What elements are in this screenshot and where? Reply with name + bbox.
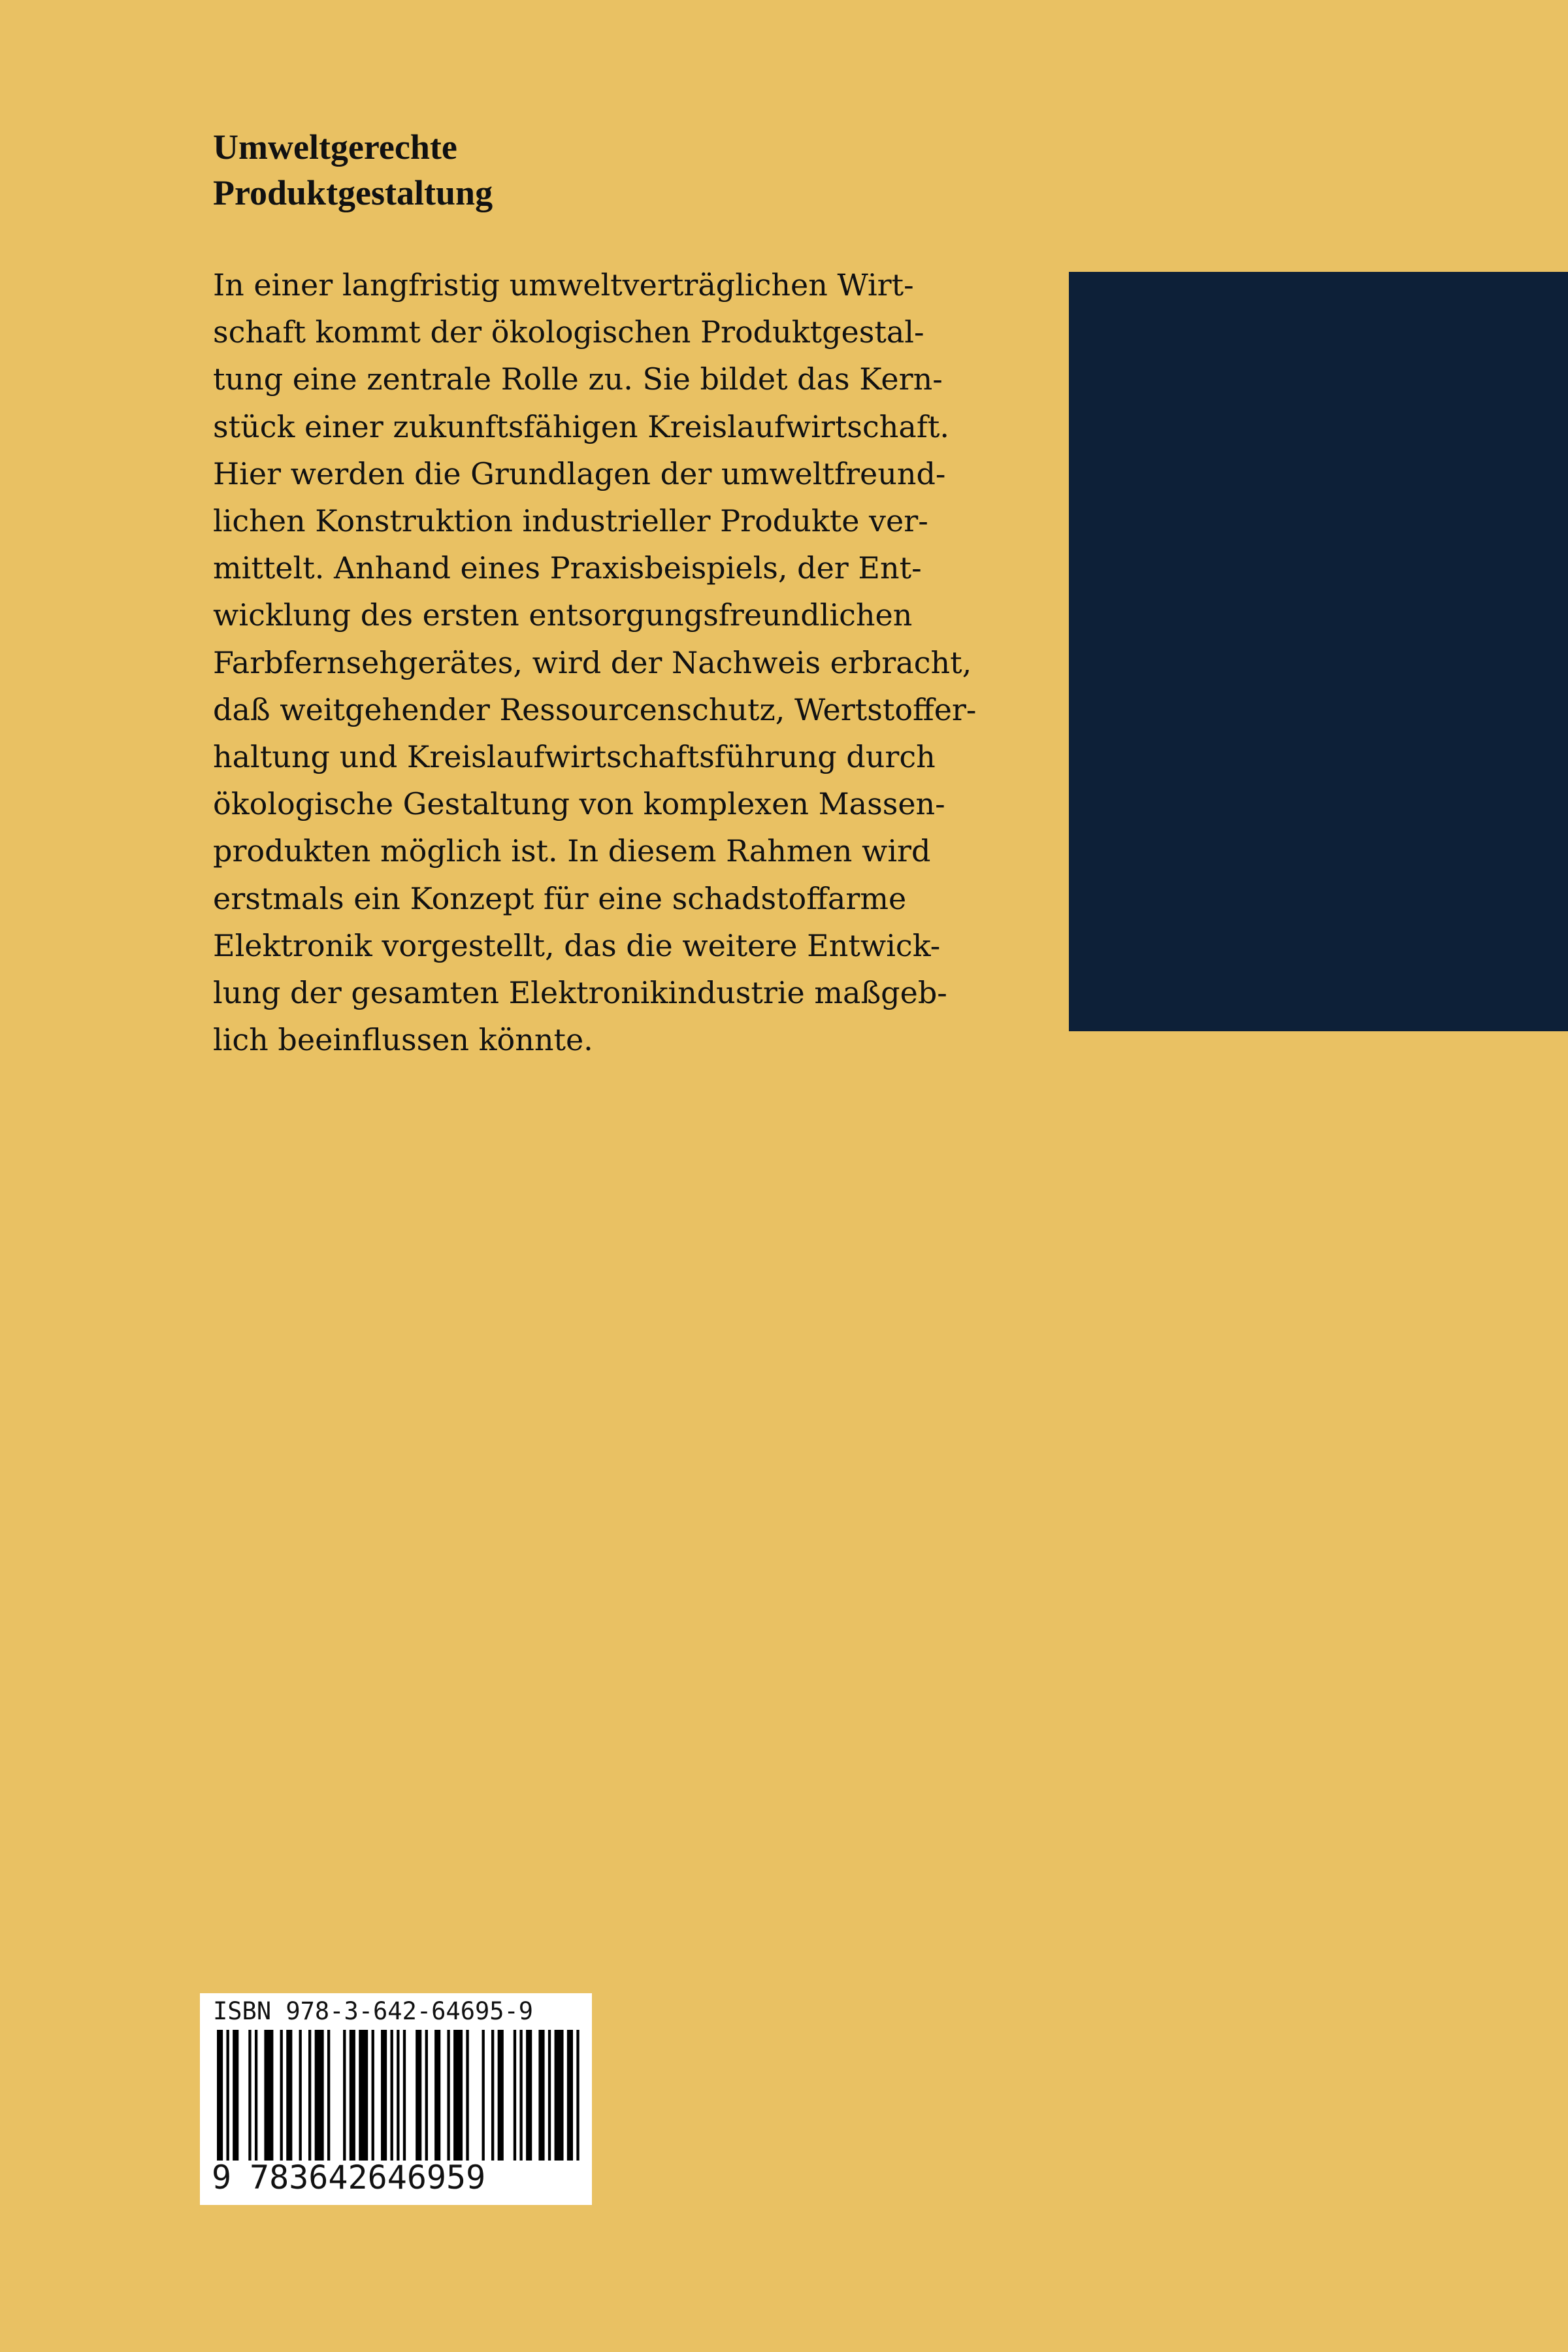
barcode-bar (343, 2030, 346, 2161)
barcode-bar (359, 2030, 368, 2161)
barcode-bar (466, 2030, 468, 2161)
barcode-bar (280, 2030, 283, 2161)
book-title (213, 124, 493, 216)
barcode-bar (538, 2030, 544, 2161)
title-line-1: Umweltgerechte (213, 127, 457, 167)
barcode-bar (217, 2030, 223, 2161)
blurb-line: daß weitgehender Ressourcenschutz, Wertstoffer- (213, 691, 977, 727)
blurb-line: lung der gesamten Elektronikindustrie maßgeb- (213, 975, 947, 1011)
barcode-bar (264, 2030, 273, 2161)
barcode-bar (315, 2030, 324, 2161)
barcode-bar (434, 2030, 440, 2161)
isbn-barcode (200, 1993, 592, 2205)
barcode-bar (567, 2030, 573, 2161)
barcode-bar (447, 2030, 449, 2161)
blurb-line: mittelt. Anhand eines Praxisbeispiels, der Ent- (213, 550, 922, 586)
barcode-bar (519, 2030, 522, 2161)
blurb-line: Elektronik vorgestellt, das die weitere Entwick- (213, 927, 941, 963)
blurb-line: schaft kommt der ökologischen Produktgestal- (213, 314, 924, 350)
barcode-bar (248, 2030, 251, 2161)
blurb-line: In einer langfristig umweltverträglichen Wirt- (213, 267, 914, 303)
blurb-line: lich beeinflussen könnte. (213, 1022, 593, 1058)
barcode-bar (299, 2030, 302, 2161)
ean-digits: 783642646959 (250, 2159, 486, 2196)
barcode-bar (514, 2030, 516, 2161)
decorative-color-block (1069, 272, 1568, 1031)
barcode-bar (425, 2030, 428, 2161)
barcode-bar (381, 2030, 387, 2161)
blurb-line: ökologische Gestaltung von komplexen Massen- (213, 786, 945, 822)
barcode-bar (308, 2030, 311, 2161)
title-line-2: Produktgestaltung (213, 173, 493, 212)
barcode-bar (491, 2030, 494, 2161)
ean-first-digit: 9 (212, 2159, 232, 2196)
barcode-bar (403, 2030, 406, 2161)
barcode-bar (498, 2030, 504, 2161)
barcode-bar (397, 2030, 399, 2161)
barcode-bar (255, 2030, 257, 2161)
blurb-line: haltung und Kreislaufwirtschaftsführung durch (213, 739, 936, 775)
barcode-bar (226, 2030, 229, 2161)
blurb-line: wicklung des ersten entsorgungsfreundlichen (213, 597, 913, 633)
barcode-bar (453, 2030, 463, 2161)
barcode-bar (548, 2030, 551, 2161)
barcode-bar (526, 2030, 532, 2161)
blurb-line: Hier werden die Grundlagen der umweltfreund- (213, 455, 946, 491)
barcode-bar (391, 2030, 393, 2161)
blurb-line: stück einer zukunftsfähigen Kreislaufwirtschaft. (213, 408, 949, 444)
isbn-label: ISBN 978-3-642-64695-9 (213, 1997, 534, 2025)
barcode-bars-graphic (217, 2030, 583, 2161)
barcode-bar (416, 2030, 421, 2161)
blurb-line: Farbfernsehgerätes, wird der Nachweis erbracht, (213, 644, 972, 680)
blurb-line: tung eine zentrale Rolle zu. Sie bildet das Kern- (213, 361, 943, 397)
barcode-bar (233, 2030, 238, 2161)
blurb-line: lichen Konstruktion industrieller Produkte ver- (213, 503, 928, 539)
barcode-bar (372, 2030, 374, 2161)
barcode-bar (482, 2030, 485, 2161)
book-description (213, 261, 976, 1063)
blurb-line: produkten möglich ist. In diesem Rahmen wird (213, 833, 931, 869)
barcode-bar (286, 2030, 292, 2161)
blurb-line: erstmals ein Konzept für eine schadstoffarme (213, 880, 907, 916)
barcode-bar (576, 2030, 579, 2161)
barcode-bar (350, 2030, 355, 2161)
barcode-bar (555, 2030, 564, 2161)
barcode-bar (327, 2030, 330, 2161)
